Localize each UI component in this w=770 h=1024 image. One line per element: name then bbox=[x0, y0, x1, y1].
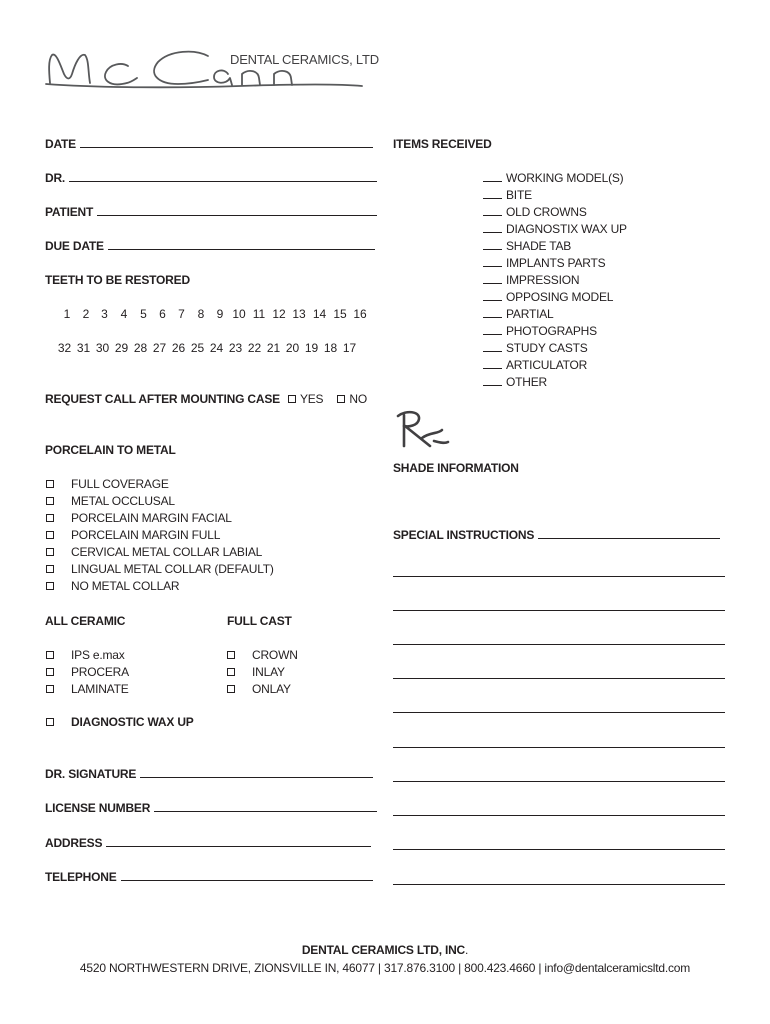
license-number-label: LICENSE NUMBER bbox=[45, 801, 151, 815]
items-received-item[interactable]: IMPLANTS PARTS bbox=[483, 256, 605, 270]
special-instructions-line[interactable] bbox=[393, 576, 725, 577]
rx-icon bbox=[392, 408, 452, 452]
special-instructions-line[interactable] bbox=[393, 610, 725, 611]
checkbox[interactable] bbox=[46, 514, 54, 522]
tooth-number[interactable]: 5 bbox=[140, 307, 147, 321]
special-instructions-line[interactable] bbox=[393, 644, 725, 645]
tooth-number[interactable]: 23 bbox=[228, 341, 243, 355]
date-field[interactable] bbox=[45, 137, 373, 151]
tooth-number[interactable]: 24 bbox=[209, 341, 224, 355]
tooth-number[interactable]: 26 bbox=[171, 341, 186, 355]
telephone-field[interactable] bbox=[45, 870, 373, 884]
full-cast-option[interactable]: INLAY bbox=[227, 665, 285, 679]
tooth-number[interactable]: 13 bbox=[292, 307, 306, 321]
footer-company bbox=[0, 943, 770, 957]
porcelain-to-metal-title: PORCELAIN TO METAL bbox=[45, 443, 176, 457]
ptm-option[interactable]: FULL COVERAGE bbox=[46, 477, 169, 491]
checkbox[interactable] bbox=[227, 685, 235, 693]
tooth-number[interactable]: 12 bbox=[272, 307, 286, 321]
all-ceramic-option[interactable]: PROCERA bbox=[46, 665, 129, 679]
tooth-number[interactable]: 32 bbox=[57, 341, 72, 355]
full-cast-option[interactable]: CROWN bbox=[227, 648, 298, 662]
checkbox[interactable] bbox=[46, 480, 54, 488]
tooth-number[interactable]: 19 bbox=[304, 341, 319, 355]
address-label: ADDRESS bbox=[45, 836, 103, 850]
tooth-number[interactable]: 25 bbox=[190, 341, 205, 355]
dr-signature-label: DR. SIGNATURE bbox=[45, 767, 137, 781]
items-received-item[interactable]: PARTIAL bbox=[483, 307, 554, 321]
tooth-number[interactable]: 7 bbox=[178, 307, 185, 321]
checkbox[interactable] bbox=[46, 531, 54, 539]
special-instructions-label: SPECIAL INSTRUCTIONS bbox=[393, 528, 535, 542]
tooth-number[interactable]: 17 bbox=[342, 341, 357, 355]
checkbox[interactable] bbox=[227, 651, 235, 659]
checkbox[interactable] bbox=[46, 651, 54, 659]
tooth-number[interactable]: 3 bbox=[101, 307, 108, 321]
all-ceramic-option[interactable]: LAMINATE bbox=[46, 682, 129, 696]
tooth-number[interactable]: 27 bbox=[152, 341, 167, 355]
items-received-item[interactable]: OPPOSING MODEL bbox=[483, 290, 613, 304]
patient-label: PATIENT bbox=[45, 205, 94, 219]
special-instructions-line[interactable] bbox=[393, 747, 725, 748]
license-number-field[interactable] bbox=[45, 801, 377, 815]
full-cast-title: FULL CAST bbox=[227, 614, 292, 628]
tooth-number[interactable]: 8 bbox=[197, 307, 205, 321]
special-instructions-line[interactable] bbox=[393, 815, 725, 816]
special-instructions-line[interactable] bbox=[393, 884, 725, 885]
special-instructions-line[interactable] bbox=[393, 712, 725, 713]
tooth-number[interactable]: 20 bbox=[285, 341, 300, 355]
tooth-number[interactable]: 10 bbox=[232, 307, 246, 321]
items-received-item[interactable]: PHOTOGRAPHS bbox=[483, 324, 597, 338]
ptm-option[interactable]: PORCELAIN MARGIN FULL bbox=[46, 528, 220, 542]
items-received-item[interactable]: DIAGNOSTIX WAX UP bbox=[483, 222, 627, 236]
tooth-number[interactable]: 14 bbox=[312, 307, 327, 321]
no-label: NO bbox=[349, 392, 367, 406]
rx-symbol bbox=[392, 408, 452, 452]
no-checkbox[interactable] bbox=[337, 395, 345, 403]
tooth-number[interactable]: 28 bbox=[133, 341, 148, 355]
special-instructions-field[interactable] bbox=[393, 528, 720, 542]
items-received-title: ITEMS RECEIVED bbox=[393, 137, 492, 151]
teeth-title: TEETH TO BE RESTORED bbox=[45, 273, 190, 287]
ptm-option[interactable]: PORCELAIN MARGIN FACIAL bbox=[46, 511, 232, 525]
shade-information-title: SHADE INFORMATION bbox=[393, 461, 519, 475]
tooth-number[interactable]: 11 bbox=[252, 307, 266, 321]
checkbox[interactable] bbox=[46, 565, 54, 573]
tooth-number[interactable]: 1 bbox=[63, 307, 71, 321]
address-field[interactable] bbox=[45, 836, 371, 850]
company-tagline: DENTAL CERAMICS, LTD bbox=[230, 52, 379, 67]
special-instructions-line[interactable] bbox=[393, 781, 725, 782]
yes-label: YES bbox=[299, 392, 324, 406]
items-received-item[interactable]: OLD CROWNS bbox=[483, 205, 587, 219]
telephone-label: TELEPHONE bbox=[45, 870, 117, 884]
items-received-item[interactable]: IMPRESSION bbox=[483, 273, 579, 287]
due-date-label: DUE DATE bbox=[45, 239, 104, 253]
ptm-option[interactable]: CERVICAL METAL COLLAR LABIAL bbox=[46, 545, 262, 559]
checkbox[interactable] bbox=[46, 582, 54, 590]
items-received-item[interactable]: BITE bbox=[483, 188, 532, 202]
tooth-number[interactable]: 15 bbox=[333, 307, 347, 321]
request-call-label: REQUEST CALL AFTER MOUNTING CASE bbox=[45, 392, 280, 406]
ptm-option[interactable]: METAL OCCLUSAL bbox=[46, 494, 175, 508]
tooth-number[interactable]: 16 bbox=[353, 307, 367, 321]
full-cast-option[interactable]: ONLAY bbox=[227, 682, 291, 696]
request-call-row bbox=[45, 392, 367, 406]
tooth-number[interactable]: 9 bbox=[216, 307, 224, 321]
mccann-logo-icon bbox=[40, 36, 370, 98]
date-label: DATE bbox=[45, 137, 76, 151]
tooth-number[interactable]: 22 bbox=[247, 341, 262, 355]
items-received-item[interactable]: OTHER bbox=[483, 375, 547, 389]
special-instructions-line[interactable] bbox=[393, 849, 725, 850]
all-ceramic-option[interactable]: IPS e.max bbox=[46, 648, 125, 662]
tooth-number[interactable]: 4 bbox=[120, 307, 128, 321]
checkbox[interactable] bbox=[46, 718, 54, 726]
tooth-number[interactable]: 21 bbox=[266, 341, 281, 355]
special-instructions-line[interactable] bbox=[393, 678, 725, 679]
company-logo bbox=[40, 36, 379, 98]
yes-checkbox[interactable] bbox=[288, 395, 296, 403]
dr-signature-field[interactable] bbox=[45, 767, 373, 781]
checkbox[interactable] bbox=[227, 668, 235, 676]
items-received-item[interactable]: ARTICULATOR bbox=[483, 358, 587, 372]
due-date-field[interactable] bbox=[45, 239, 375, 253]
teeth-upper-row bbox=[57, 307, 370, 321]
checkbox[interactable] bbox=[46, 668, 54, 676]
footer-contact: 4520 NORTHWESTERN DRIVE, ZIONSVILLE IN, 46077 | 317.876.3100 | 800.423.4660 | info@dentalceramicsltd.com bbox=[79, 961, 691, 975]
tooth-number[interactable]: 6 bbox=[159, 307, 166, 321]
all-ceramic-title: ALL CERAMIC bbox=[45, 614, 126, 628]
tooth-number[interactable]: 30 bbox=[95, 341, 110, 355]
items-received-item[interactable]: SHADE TAB bbox=[483, 239, 571, 253]
teeth-lower-row bbox=[55, 341, 359, 355]
tooth-number[interactable]: 31 bbox=[76, 341, 91, 355]
items-received-item[interactable]: WORKING MODEL(S) bbox=[483, 171, 623, 185]
patient-field[interactable] bbox=[45, 205, 377, 219]
tooth-number[interactable]: 29 bbox=[114, 341, 129, 355]
diagnostic-wax-up-option[interactable]: DIAGNOSTIC WAX UP bbox=[46, 715, 194, 729]
doctor-field[interactable] bbox=[45, 171, 377, 185]
items-received-item[interactable]: STUDY CASTS bbox=[483, 341, 588, 355]
checkbox[interactable] bbox=[46, 685, 54, 693]
checkbox[interactable] bbox=[46, 548, 54, 556]
tooth-number[interactable]: 2 bbox=[82, 307, 90, 321]
doctor-label: DR. bbox=[45, 171, 66, 185]
checkbox[interactable] bbox=[46, 497, 54, 505]
ptm-option[interactable]: NO METAL COLLAR bbox=[46, 579, 179, 593]
footer-company-period: . bbox=[465, 943, 469, 957]
tooth-number[interactable]: 18 bbox=[323, 341, 338, 355]
footer-company-name: DENTAL CERAMICS LTD, INC bbox=[301, 943, 466, 957]
ptm-option[interactable]: LINGUAL METAL COLLAR (DEFAULT) bbox=[46, 562, 274, 576]
